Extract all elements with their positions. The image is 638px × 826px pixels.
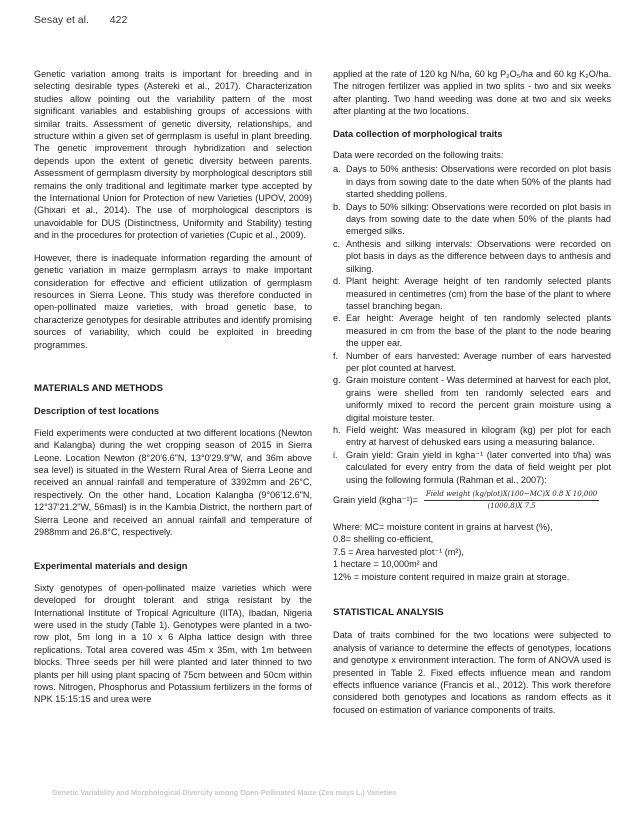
experimental-design-paragraph: Sixty genotypes of open-pollinated maize varieties which were developed for drought tolerant and striga resistant by the International Institute of Tropical Agriculture (IITA), Ibadan, Nigeria were used in the study (Table 1). Genotypes were planted in a two-row plot, 5m long in a 10 x 6 Alpha lattice design with three replications. Total area covered was 45m x 35m, with 1m between blocks. Three seeds per hill were planted and later thinned to two plants per hill using plant spacing of 75cm between and 50cm within rows. Nitrogen, Phosphorus and Potassium fertilizers in the forms of NPK 15:15:15 and urea were <box>34 582 312 705</box>
materials-methods-heading: MATERIALS AND METHODS <box>34 382 163 394</box>
definition-line: 1 hectare = 10,000m² and <box>333 559 438 570</box>
experimental-design-heading: Experimental materials and design <box>34 561 188 572</box>
test-locations-paragraph: Field experiments were conducted at two different locations (Newton and Kalangba) during the wet cropping season of 2015 in Sierra Leone. Location Newton (8°20'6.6"N, 13°0'29.9"W, and 36m above sea level) is situated in the Western Rural Area of Sierra Leone and received an annual rainfall and temperature of 3392mm and 26°C, respectively. On the other hand, Location Kalangba (9°06'12.6"N, 12°37'21.2"W, 56masl) is in the Kambia District, the northern part of Sierra Leone and received an annual rainfall and temperature of 2988mm and 26.8°C, respectively. <box>34 427 312 537</box>
list-item: f. Number of ears harvested: Average number of ears harvested per plot counted at harvest. <box>333 350 611 373</box>
intro-paragraph-2: However, there is inadequate information regarding the amount of genetic variation in maize germplasm arrays to make important consideration for effective and efficient utilization of germplasm resources in Sierra Leone. This study was therefore conducted in open-pollinated maize varieties, with broad genetic base, to characterize genotypes for desirable attributes and identify promising sources of variability, which could be exploited in breeding programmes. <box>34 252 312 350</box>
definition-line: 12% = moisture content required in maize grain at storage. <box>333 571 570 582</box>
list-item: g. Grain moisture content - Was determined at harvest for each plot, grains were shelled from ten randomly selected ears and uniformly mixed to record the percent grain moisture using a digital moisture tester. <box>333 375 611 423</box>
definition-line: 0.8= shelling co-efficient, <box>333 534 434 545</box>
page-header <box>34 14 127 26</box>
formula-denominator: (1000.8)X 7.5 <box>487 502 536 510</box>
statistical-analysis-heading: STATISTICAL ANALYSIS <box>333 607 444 619</box>
running-footer: Genetic Variability and Morphological Diversity among Open-Pollinated Maize (Zea mays L.) Varieties <box>52 788 397 797</box>
definition-line: 7.5 = Area harvested plot⁻¹ (m²), <box>333 546 464 557</box>
definition-line: Where: MC= moisture content in grains at harvest (%), <box>333 522 553 532</box>
traits-intro: Data were recorded on the following traits: <box>333 150 504 161</box>
right-column <box>333 68 611 726</box>
traits-list <box>333 163 611 486</box>
list-item: c. Anthesis and silking intervals: Observations were recorded on plot basis in days as the difference between days to anthesis and silking. <box>333 238 611 274</box>
list-item: e. Ear height: Average height of ten randomly selected plants measured in cm from the base of the plant to the node bearing the upper ear. <box>333 313 611 349</box>
formula-lhs: Grain yield (kgha⁻¹)= <box>333 495 418 506</box>
formula-fraction <box>424 490 599 511</box>
left-column <box>34 68 312 716</box>
list-item: d. Plant height: Average height of ten randomly selected plants measured in centimetres (cm) from the base of the plant to where tassel branching began. <box>333 276 611 311</box>
header-author: Sesay et al. <box>34 14 89 26</box>
list-item: i. Grain yield: Grain yield in kgha⁻¹ (later converted into t/ha) was calculated for every entry from the data of field weight per plot using the following formula (Rahman et al., 2007): <box>333 449 611 485</box>
statistical-analysis-paragraph: Data of traits combined for the two locations were subjected to analysis of variance to determine the effects of genotypes, locations and genotype x environment interaction. The form of ANOVA used is presented in Table 2. Fixed effects influence mean and random effects influence variance (Francis et al., 2012). This work therefore considered both genotypes and locations as random effects as it focused on estimation of variance components of traits. <box>333 630 611 715</box>
list-item: h. Field weight: Was measured in kilogram (kg) per plot for each entry at harvest of dehusked ears using a measuring balance. <box>333 424 611 448</box>
list-item: a. Days to 50% anthesis: Observations were recorded on plot basis in days from sowing date to the date when 50% of the plants had started shedding pollens. <box>333 164 611 200</box>
intro-paragraph-1: Genetic variation among traits is important for breeding and in selecting desirable types (Astereki et al., 2017). Characterization studies allow pointing out the variability pattern of the most significant variables and establishing groups of accessions with similar traits. Assessment of genetic diversity, relationships, and structure within a given set of germplasm is useful in plant breeding. The genetic improvement through hybridization and selection depends upon the extent of genetic diversity between parents. Assessment of germplasm diversity by morphological descriptors still remains the only traditional and legitimate marker type accepted by the International Union for Protection of new Varieties (UPOV, 2009) (Ghixari et al., 2014). The use of morphological descriptors is unavoidable for DUS (Distinctness, Uniformity and Stability) testing and in the procedures for protection of varieties (Cupic et al., 2009). <box>34 69 312 241</box>
data-collection-heading: Data collection of morphological traits <box>333 128 503 139</box>
test-locations-heading: Description of test locations <box>34 406 160 417</box>
header-page-number: 422 <box>109 14 128 26</box>
fertilizer-paragraph: applied at the rate of 120 kg N/ha, 60 kg P₂O₅/ha and 60 kg K₂O/ha. The nitrogen fertilizer was applied in two splits - two and six weeks after planting. Two hand weeding was done at two and six weeks after planting at the two locations. <box>333 69 611 117</box>
formula-numerator: Field weight (kg/plot)X(100−MC)X 0.8 X 10,000 <box>424 490 599 501</box>
list-item: b. Days to 50% silking: Observations were recorded on plot basis in days from sowing date to the date when 50% of the plants had emerged silks. <box>333 201 611 237</box>
formula-definitions <box>333 521 611 583</box>
grain-yield-formula <box>333 490 611 511</box>
